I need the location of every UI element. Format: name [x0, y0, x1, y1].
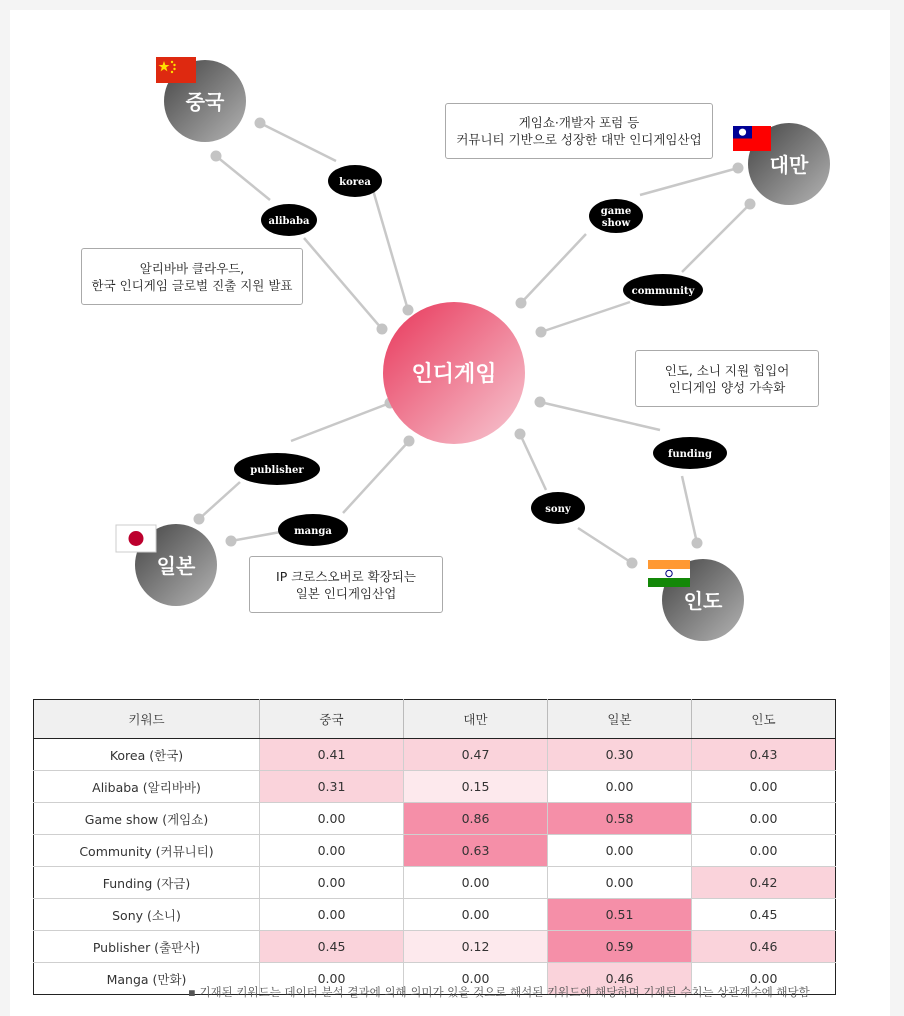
table-row [34, 899, 836, 931]
keyword-label-manga: manga [294, 526, 332, 537]
callout-taiwan-line-1: 게임쇼·개발자 포럼 등 [518, 115, 640, 130]
callout-china-line-2: 한국 인디게임 글로벌 진출 지원 발표 [91, 277, 293, 293]
header-china: 중국 [260, 700, 404, 739]
table-cell: 0.30 [548, 739, 692, 771]
table-cell: 0.45 [692, 899, 836, 931]
callout-japan-line-1: IP 크로스오버로 확장되는 [276, 568, 416, 584]
table-cell: 0.00 [260, 963, 404, 995]
table-cell: 0.59 [548, 931, 692, 963]
row-keyword: Community (커뮤니티) [34, 835, 260, 867]
callout-china [81, 248, 303, 305]
keyword-label-alibaba: alibaba [268, 216, 310, 227]
table-cell: 0.51 [548, 899, 692, 931]
india-flag-icon [648, 560, 690, 587]
correlation-table [33, 699, 836, 995]
table-cell: 0.42 [692, 867, 836, 899]
table-cell: 0.00 [692, 835, 836, 867]
table-cell: 0.00 [260, 867, 404, 899]
keyword-pill-manga [278, 514, 348, 546]
keyword-label-community: community [631, 286, 695, 297]
table-row [34, 771, 836, 803]
keyword-pill-funding [653, 437, 727, 469]
row-keyword: Alibaba (알리바바) [34, 771, 260, 803]
row-keyword: Game show (게임쇼) [34, 803, 260, 835]
table-cell: 0.00 [260, 899, 404, 931]
country-label-japan: 일본 [156, 554, 196, 578]
table-cell: 0.00 [548, 771, 692, 803]
table-cell: 0.00 [548, 867, 692, 899]
table-header-row [34, 700, 836, 739]
header-japan: 일본 [548, 700, 692, 739]
table-cell: 0.00 [404, 867, 548, 899]
japan-flag-icon [116, 525, 156, 552]
row-keyword: Funding (자금) [34, 867, 260, 899]
table-cell: 0.00 [404, 963, 548, 995]
country-label-taiwan: 대만 [769, 153, 809, 177]
keyword-pill-korea [328, 165, 382, 197]
keyword-pill-game-show [589, 199, 643, 233]
center-node [383, 302, 525, 444]
table-cell: 0.00 [260, 803, 404, 835]
row-keyword: Publisher (출판사) [34, 931, 260, 963]
header-keyword: 키워드 [34, 700, 260, 739]
keyword-pill-publisher [234, 453, 320, 485]
country-label-india: 인도 [683, 589, 723, 613]
callout-india-line-1: 인도, 소니 지원 힘입어 [664, 362, 790, 378]
table-row [34, 931, 836, 963]
keyword-label-publisher: publisher [250, 465, 304, 476]
table-cell: 0.46 [548, 963, 692, 995]
keyword-label-sony: sony [545, 504, 571, 515]
keyword-label-korea: korea [339, 177, 371, 188]
callout-india [635, 350, 819, 407]
row-keyword: Sony (소니) [34, 899, 260, 931]
callout-india-line-2: 인디게임 양성 가속화 [668, 379, 786, 395]
table-cell: 0.46 [692, 931, 836, 963]
table-cell: 0.41 [260, 739, 404, 771]
header-india: 인도 [692, 700, 836, 739]
center-label: 인디게임 [411, 362, 497, 387]
table-cell: 0.12 [404, 931, 548, 963]
table-row [34, 867, 836, 899]
callout-china-line-1: 알리바바 클라우드, [139, 260, 245, 276]
table-row [34, 835, 836, 867]
keyword-pill-community [623, 274, 703, 306]
table-cell: 0.47 [404, 739, 548, 771]
row-keyword: Manga (만화) [34, 963, 260, 995]
table-cell: 0.43 [692, 739, 836, 771]
table-cell: 0.15 [404, 771, 548, 803]
table-cell: 0.63 [404, 835, 548, 867]
table-cell: 0.58 [548, 803, 692, 835]
callout-japan [249, 556, 443, 613]
keyword-pill-alibaba [261, 204, 317, 236]
table-cell: 0.00 [260, 835, 404, 867]
table-cell: 0.45 [260, 931, 404, 963]
callout-japan-line-2: 일본 인디게임산업 [295, 585, 397, 601]
keyword-label-funding: funding [668, 449, 712, 460]
table-cell: 0.00 [692, 803, 836, 835]
keyword-pill-sony [531, 492, 585, 524]
taiwan-flag-icon [733, 126, 771, 151]
table-row [34, 803, 836, 835]
country-label-china: 중국 [185, 90, 225, 114]
table-cell: 0.00 [692, 963, 836, 995]
table-cell: 0.00 [548, 835, 692, 867]
table-cell: 0.86 [404, 803, 548, 835]
callout-taiwan [445, 103, 713, 159]
table-cell: 0.00 [404, 899, 548, 931]
keyword-label-show: show [601, 218, 631, 229]
header-taiwan: 대만 [404, 700, 548, 739]
table-row [34, 739, 836, 771]
china-flag-icon [156, 57, 196, 83]
table-cell: 0.00 [692, 771, 836, 803]
keyword-label-game: game [600, 206, 632, 217]
footnote: ▪ 기재된 키워드는 데이터 분석 결과에 의해 의미가 있을 것으로 해석된 키워드에 해당하며 기재된 수치는 상관계수에 해당함 [188, 985, 810, 999]
table-cell: 0.31 [260, 771, 404, 803]
callout-taiwan-line-2: 커뮤니티 기반으로 성장한 대만 인디게임산업 [456, 132, 702, 147]
row-keyword: Korea (한국) [34, 739, 260, 771]
